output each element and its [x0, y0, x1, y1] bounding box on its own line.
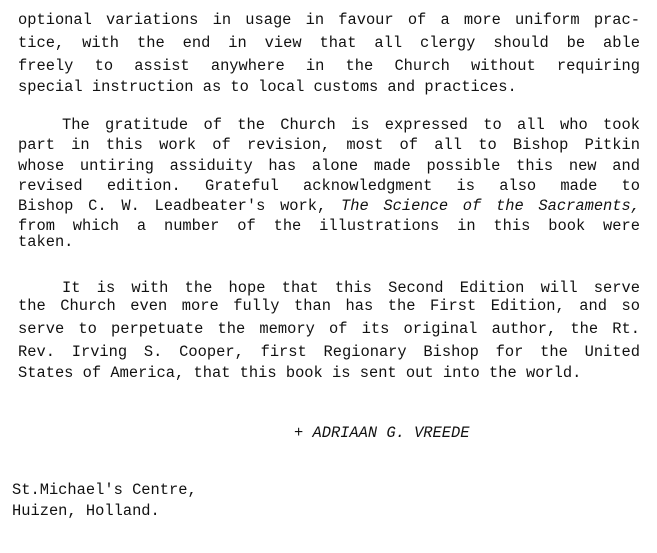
text-line: special instruction as to local customs and practices. — [18, 78, 517, 96]
text-line: whose untiring assiduity has alone made possible this new and — [18, 157, 640, 175]
text-line: Rev. Irving S. Cooper, first Regionary Bishop for the United — [18, 343, 640, 361]
text-line: It is with the hope that this Second Edition will serve — [62, 279, 640, 297]
text-line: tice, with the end in view that all clergy should be able — [18, 34, 640, 52]
signature: + ADRIAAN G. VREEDE — [294, 424, 470, 442]
text-line: revised edition. Grateful acknowledgment is also made to — [18, 177, 640, 195]
citation-prefix: Bishop C. W. Leadbeater's work, — [18, 197, 327, 215]
address-line: Huizen, Holland. — [12, 502, 160, 520]
text-line: optional variations in usage in favour of a more uniform prac- — [18, 11, 640, 29]
text-line: serve to perpetuate the memory of its original author, the Rt. — [18, 320, 640, 338]
text-line: the Church even more fully than has the First Edition, and so — [18, 297, 640, 315]
text-line: States of America, that this book is sent out into the world. — [18, 364, 582, 382]
text-line: part in this work of revision, most of all to Bishop Pitkin — [18, 136, 640, 154]
text-line: from which a number of the illustrations in this book were — [18, 217, 640, 235]
text-line: freely to assist anywhere in the Church without requiring — [18, 57, 640, 75]
text-line: The gratitude of the Church is expressed to all who took — [62, 116, 640, 134]
address-line: St.Michael's Centre, — [12, 481, 197, 499]
text-line: taken. — [18, 233, 74, 251]
book-title: The Science of the Sacraments, — [340, 197, 640, 215]
text-line — [18, 196, 640, 216]
